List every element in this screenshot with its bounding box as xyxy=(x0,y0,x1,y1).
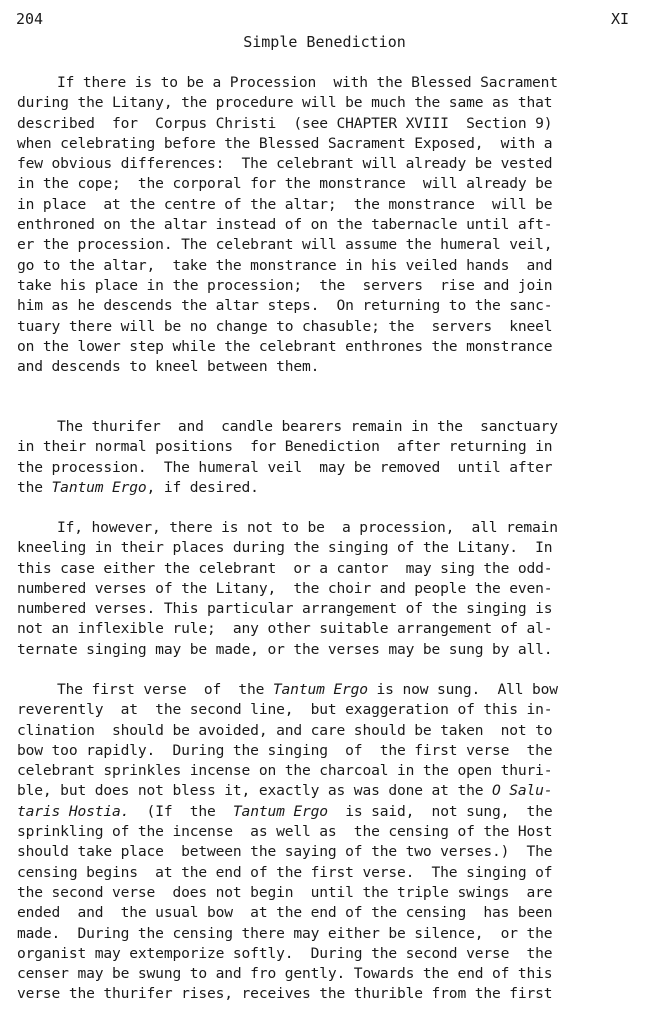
text-line: kneeling in their places during the singing of the Litany. In xyxy=(17,539,553,557)
text-line: er the procession. The celebrant will assume the humeral veil, xyxy=(17,236,553,254)
text-line: bow too rapidly. During the singing of the first verse the xyxy=(17,741,553,759)
text-line: enthroned on the altar instead of on the tabernacle until aft- xyxy=(17,216,553,234)
text-line: the second verse does not begin until the triple swings are xyxy=(17,883,553,901)
text-line: him as he descends the altar steps. On returning to the sanc- xyxy=(17,297,553,315)
text-line: in the cope; the corporal for the monstrance will already be xyxy=(17,175,553,193)
text-line: censing begins at the end of the first verse. The singing of xyxy=(17,863,553,881)
text-line: and descends to kneel between them. xyxy=(17,358,320,376)
text-line: celebrant sprinkles incense on the charcoal in the open thuri- xyxy=(17,762,553,780)
paragraph-2 xyxy=(17,417,633,498)
text-line: during the Litany, the procedure will be much the same as that xyxy=(17,94,553,112)
paragraph-4 xyxy=(17,680,633,1005)
text-line: go to the altar, take the monstrance in his veiled hands and xyxy=(17,256,553,274)
text-line: ended and the usual bow at the end of the censing has been xyxy=(17,904,553,922)
text-line: on the lower step while the celebrant enthrones the monstrance xyxy=(17,337,553,355)
paragraph-1 xyxy=(17,73,633,377)
text-line: sprinkling of the incense as well as the censing of the Host xyxy=(17,823,553,841)
text-line: the Tantum Ergo, if desired. xyxy=(17,478,259,496)
text-line: reverently at the second line, but exaggeration of this in- xyxy=(17,701,553,719)
text-line: few obvious differences: The celebrant will already be vested xyxy=(17,155,553,173)
text-line: should take place between the saying of the two verses.) The xyxy=(17,843,553,861)
text-line: this case either the celebrant or a cantor may sing the odd- xyxy=(17,559,553,577)
text-line: verse the thurifer rises, receives the thurible from the first xyxy=(17,985,553,1003)
text-line: censer may be swung to and fro gently. Towards the end of this xyxy=(17,965,553,983)
text-line: The thurifer and candle bearers remain in the sanctuary xyxy=(57,418,558,435)
page-number: 204 xyxy=(16,10,44,28)
text-line: made. During the censing there may either be silence, or the xyxy=(17,924,553,942)
text-line: take his place in the procession; the servers rise and join xyxy=(17,276,553,294)
text-line: ble, but does not bless it, exactly as was done at the O Salu- xyxy=(17,782,553,800)
text-line: in place at the centre of the altar; the monstrance will be xyxy=(17,195,553,213)
text-line: in their normal positions for Benediction after returning in xyxy=(17,438,553,456)
text-line: organist may extemporize softly. During the second verse the xyxy=(17,944,553,962)
paragraph-3 xyxy=(17,518,633,660)
text-line: If, however, there is not to be a procession, all remain xyxy=(57,519,558,536)
text-line: when celebrating before the Blessed Sacrament Exposed, with a xyxy=(17,134,553,152)
text-line: If there is to be a Procession with the Blessed Sacrament xyxy=(57,74,558,91)
text-line: the procession. The humeral veil may be removed until after xyxy=(17,458,553,476)
text-line: numbered verses of the Litany, the choir and people the even- xyxy=(17,579,553,597)
text-line: numbered verses. This particular arrangement of the singing is xyxy=(17,600,553,618)
text-line: The first verse of the Tantum Ergo is now sung. All bow xyxy=(57,681,558,698)
text-line: taris Hostia. (If the Tantum Ergo is said, not sung, the xyxy=(17,802,553,820)
chapter-number: XI xyxy=(610,10,629,28)
text-line: ternate singing may be made, or the verses may be sung by all. xyxy=(17,640,553,658)
text-line: not an inflexible rule; any other suitable arrangement of al- xyxy=(17,620,553,638)
page-title: Simple Benediction xyxy=(243,33,406,51)
text-line: described for Corpus Christi (see CHAPTER XVIII Section 9) xyxy=(17,114,553,132)
text-line: tuary there will be no change to chasuble; the servers kneel xyxy=(17,317,553,335)
text-line: clination should be avoided, and care should be taken not to xyxy=(17,721,553,739)
